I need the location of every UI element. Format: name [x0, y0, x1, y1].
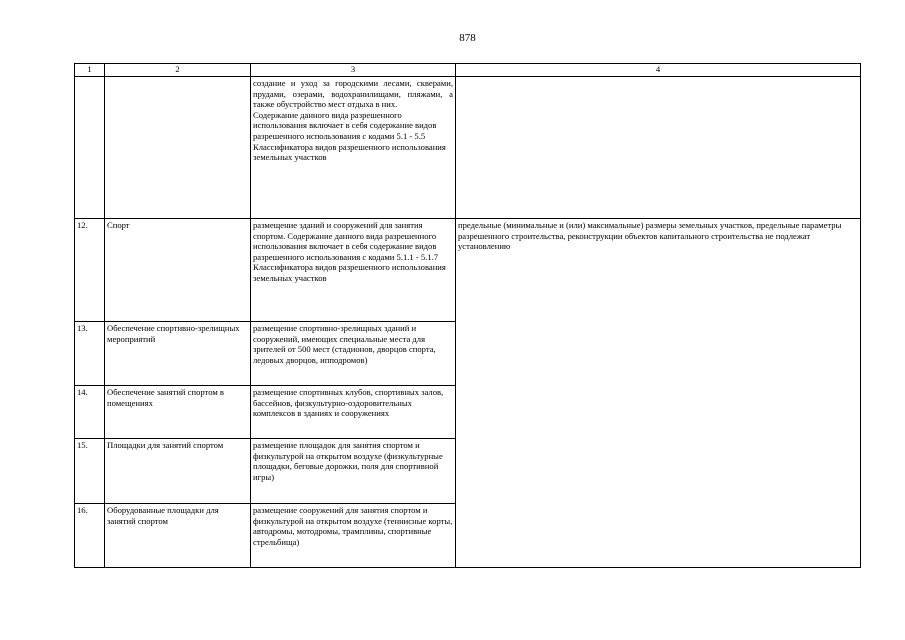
land-use-table	[74, 63, 861, 568]
description-cell	[251, 77, 456, 219]
description-cell: размещение площадок для занятия спортом и физкультурой на открытом воздухе (физкультурные площадки, беговые дорожки, поля для спортивной игры)	[251, 439, 456, 504]
row-number-cell: 12.	[75, 219, 105, 322]
row-number-cell	[75, 77, 105, 219]
parameters-cell	[456, 77, 861, 219]
description-cell: размещение сооружений для занятия спортом и физкультурой на открытом воздухе (теннисные корты, автодромы, мотодромы, трамплины, спортивные стрельбища)	[251, 504, 456, 568]
description-cell: размещение спортивных клубов, спортивных залов, бассейнов, физкультурно-оздоровительных комплексов в зданиях и сооружениях	[251, 386, 456, 439]
table-row	[75, 219, 861, 322]
parameters-cell: предельные (минимальные и (или) максимальные) размеры земельных участков, предельные параметры разрешенного строительства, реконструкции объектов капитального строительства не подлежат установлению	[456, 219, 861, 568]
row-number-cell: 13.	[75, 322, 105, 386]
row-number-cell: 14.	[75, 386, 105, 439]
land-use-name-cell	[105, 77, 251, 219]
land-use-name-cell: Площадки для занятий спортом	[105, 439, 251, 504]
table-row	[75, 77, 861, 219]
land-use-name-cell: Обеспечение спортивно-зрелищных мероприятий	[105, 322, 251, 386]
land-use-name-cell: Обеспечение занятий спортом в помещениях	[105, 386, 251, 439]
column-number-3: 3	[251, 64, 456, 77]
row-number-cell: 15.	[75, 439, 105, 504]
description-text: Содержание данного вида разрешенного использования включает в себя содержание видов разрешенного использования с кодами 5.1 - 5.5 Классификатора видов разрешенного использования земельных участков	[253, 109, 446, 163]
column-number-4: 4	[456, 64, 861, 77]
description-cell: размещение зданий и сооружений для занятия спортом. Содержание данного вида разрешенного использования включает в себя содержание видов разрешенного использования с кодами 5.1.1 - 5.1.7 Классификатора видов разрешенного использования земельных участков	[251, 219, 456, 322]
column-number-1: 1	[75, 64, 105, 77]
row-number-cell: 16.	[75, 504, 105, 568]
land-use-name-cell: Оборудованные площадки для занятий спортом	[105, 504, 251, 568]
column-number-row	[75, 64, 861, 77]
page-number: 878	[459, 32, 476, 44]
column-number-2: 2	[105, 64, 251, 77]
land-use-name-cell: Спорт	[105, 219, 251, 322]
description-justified-text: создание и уход за городскими лесами, скверами, прудами, озерами, водохранилищами, пляжами, а также обустройство мест отдыха в них.	[253, 78, 453, 110]
description-cell: размещение спортивно-зрелищных зданий и сооружений, имеющих специальные места для зрителей от 500 мест (стадионов, дворцов спорта, ледовых дворцов, ипподромов)	[251, 322, 456, 386]
